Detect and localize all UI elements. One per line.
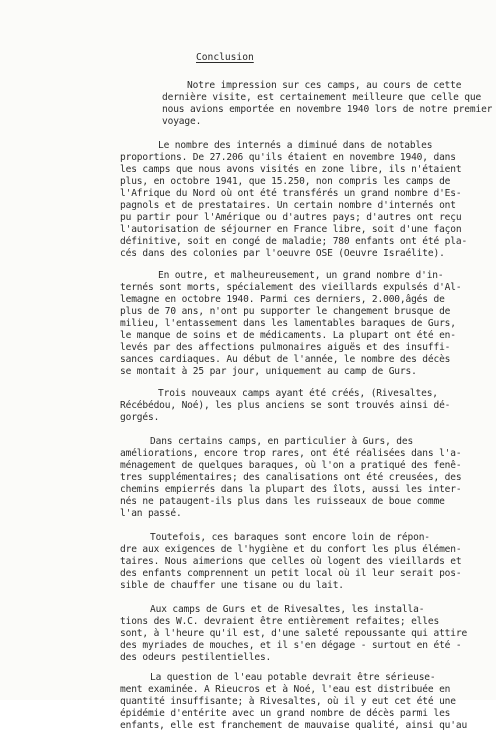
text-line: des enfants comprennent un petit local où il leur serait pos- — [120, 568, 462, 579]
text-line: Trois nouveaux camps ayant été créés, (Rivesaltes, — [158, 388, 438, 399]
text-line: l'Afrique du Nord où ont été transférés un grand nombre d'Es- — [120, 188, 462, 199]
text-line: améliorations, encore trop rares, ont été réalisées dans l'a- — [120, 448, 462, 459]
text-line: proportions. De 27.206 qu'ils étaient en novembre 1940, dans — [120, 152, 456, 163]
text-line: Le nombre des internés a diminué dans de notables — [158, 140, 433, 151]
text-line: La question de l'eau potable devrait être sérieuse- — [150, 672, 436, 683]
text-line: sances cardiaques. Au début de l'année, le nombre des décès — [120, 354, 451, 365]
text-line: gorgés. — [120, 412, 160, 423]
text-line: épidémie d'entérite avec un grand nombre de décès parmi les — [120, 708, 451, 719]
text-line: levés par des affections pulmonaires aiguës et des insuffi- — [120, 342, 451, 353]
text-line: ternés sont morts, spécialement des vieillards expulsés d'Al- — [120, 282, 462, 293]
text-line: Notre impression sur ces camps, au cours de cette — [187, 80, 462, 91]
text-line: Dans certains camps, en particulier à Gurs, des — [150, 436, 414, 447]
text-line: lemagne en octobre 1940. Parmi ces derniers, 2.000,âgés de — [120, 294, 445, 305]
page-title: Conclusion — [196, 52, 254, 63]
text-line: En outre, et malheureusement, un grand nombre d'in- — [158, 270, 444, 281]
text-line: quantité insuffisante; à Rivesaltes, où il y eut cet été une — [120, 696, 456, 707]
text-line: cés dans des colonies par l'oeuvre OSE (Oeuvre Israélite). — [120, 248, 445, 259]
text-line: Aux camps de Gurs et de Rivesaltes, les installa- — [150, 604, 425, 615]
text-line: le manque de soins et de médicaments. La plupart ont été en- — [120, 330, 456, 341]
text-line: chemins empierrés dans la plupart des îlots, aussi les inter- — [120, 484, 462, 495]
text-line: se montait à 25 par jour, uniquement au camp de Gurs. — [120, 366, 417, 377]
text-line: tres supplémentaires; des canalisations ont été creusées, des — [120, 472, 462, 483]
text-line: ménagement de quelques baraques, où l'on a pratiqué des fenê- — [120, 460, 462, 471]
text-line: sont, à l'heure qu'il est, d'une saleté repoussante qui attire — [120, 628, 468, 639]
text-line: pu partir pour l'Amérique ou d'autres pays; d'autres ont reçu — [120, 212, 462, 223]
text-line: ment examinée. A Rieucros et à Noé, l'eau est distribuée en — [120, 684, 451, 695]
text-line: plus de 70 ans, n'ont pu supporter le changement brusque de — [120, 306, 451, 317]
text-line: plus, en octobre 1941, que 15.250, non compris les camps de — [120, 176, 451, 187]
text-line: milieu, l'entassement dans les lamentables baraques de Gurs, — [120, 318, 456, 329]
text-line: les camps que nous avons visités en zone libre, ils n'étaient — [120, 164, 462, 175]
text-line: des odeurs pestilentielles. — [120, 652, 272, 663]
text-line: définitive, soit en congé de maladie; 780 enfants ont été pla- — [120, 236, 468, 247]
text-line: nés ne pataugent-ils plus dans les ruisseaux de boue comme — [120, 496, 445, 507]
text-line: Toutefois, ces baraques sont encore loin de répon- — [150, 532, 430, 543]
text-line: nous avions emportée en novembre 1940 lors de notre premier — [162, 104, 493, 115]
text-line: l'an passé. — [120, 508, 182, 519]
text-line: Récébédou, Noé), les plus anciens se sont trouvés ainsi dé- — [120, 400, 451, 411]
text-line: dernière visite, est certainement meilleure que celle que — [162, 92, 482, 103]
text-line: voyage. — [162, 116, 202, 127]
text-line: sible de chauffer une tisane ou du lait. — [120, 580, 344, 591]
text-line: pagnols et de prestataires. Un certain nombre d'internés ont — [120, 200, 456, 211]
text-line: l'autorisation de séjourner en France libre, soit d'une façon — [120, 224, 462, 235]
text-line: taires. Nous aimerions que celles où logent des vieillards et — [120, 556, 462, 567]
text-line: des myriades de mouches, et il s'en dégage - surtout en été - — [120, 640, 462, 651]
text-line: tions des W.C. devraient être entièrement refaites; elles — [120, 616, 440, 627]
text-line: dre aux exigences de l'hygiène et du confort les plus élémen- — [120, 544, 462, 555]
text-line: enfants, elle est franchement de mauvaise qualité, ainsi qu'au — [120, 720, 468, 731]
